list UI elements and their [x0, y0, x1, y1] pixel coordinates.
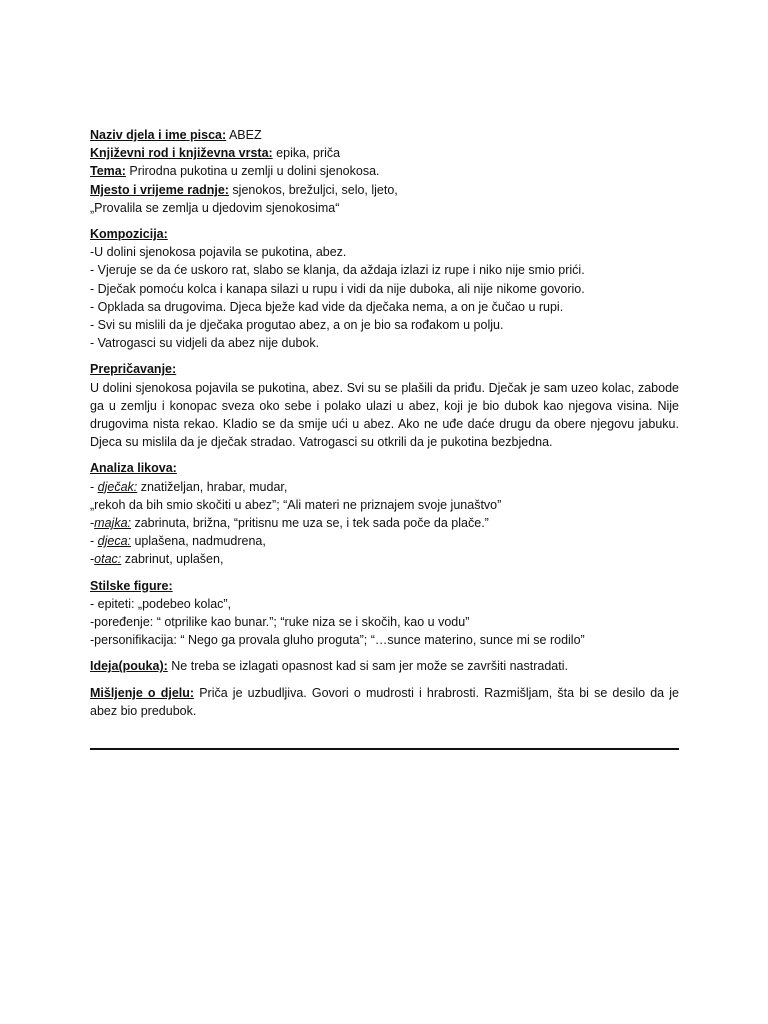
majka-text: zabrinuta, brižna, “pritisnu me uza se, i tek sada poče da plače.” — [131, 516, 489, 531]
kompozicija-item: - Vatrogasci su vidjeli da abez nije dubok. — [90, 336, 320, 351]
ideja-label: Ideja(pouka): — [90, 659, 168, 674]
otac-text: zabrinut, uplašen, — [121, 552, 224, 567]
bottom-rule — [90, 748, 679, 750]
ideja-text: Ne treba se izlagati opasnost kad si sam jer može se završiti nastradati. — [167, 659, 568, 674]
prepricavanje-paragraph: U dolini sjenokosa pojavila se pukotina, abez. Svi su se plašili da priđu. Dječak je sam uzeo kolac, zabode ga u zemlju i konopac sveza oko sebe i polako ulazi u abez, koji je bio dubok kao njegova visina. Nije drugovima nista rekao. Kladio se da smije ući u abez. Ako ne uđe daće drugu da obere njegovu jabuku. Djeca su mislila da je dječak stradao. Vatrogasci su otkrili da je pukotina bezbjedna. — [90, 380, 679, 450]
misljenje-text: Priča je uzbudljiva. Govori o mudrosti i hrabrosti. Razmišljam, šta bi se desilo da je abez bio predubok. — [90, 685, 679, 718]
analiza-djeca — [90, 532, 679, 550]
rod-label: Književni rod i književna vrsta: — [90, 146, 273, 161]
kompozicija-item: - Vjeruje se da će uskoro rat, slabo se klanja, da aždaja izlazi iz rupe i niko nije smio prići. — [90, 263, 585, 278]
quote-line: „Provalila se zemlja u djedovim sjenokosima“ — [90, 200, 340, 215]
analiza-prefix: - — [90, 534, 98, 549]
rod-line — [90, 144, 679, 162]
analiza-heading — [90, 459, 679, 477]
analiza-otac — [90, 550, 679, 568]
djeca-name: djeca: — [97, 534, 131, 549]
kompozicija-item: - Opklada sa drugovima. Djeca bježe kad vide da dječaka nema, a on je čučao u rupi. — [90, 299, 564, 314]
otac-name: otac: — [94, 552, 122, 567]
analiza-prefix: - — [90, 552, 95, 567]
djeca-text: uplašena, nadmudrena, — [131, 534, 266, 549]
stilske-item: -poređenje: “ otprilike kao bunar.”; “ruke niza se i skočih, kao u vodu” — [90, 615, 470, 630]
misljenje-paragraph — [90, 684, 679, 720]
majka-name: majka: — [94, 516, 131, 531]
stilske-label: Stilske figure: — [90, 578, 173, 593]
prepricavanje-heading — [90, 360, 679, 378]
tema-line — [90, 162, 679, 180]
tema-label: Tema: — [90, 164, 126, 179]
stilske-item: -personifikacija: “ Nego ga provala gluho proguta”; “…sunce materino, sunce mi se rodilo” — [90, 633, 585, 648]
stilske-heading — [90, 577, 679, 595]
prepricavanje-label: Prepričavanje: — [90, 362, 177, 377]
kompozicija-label: Kompozicija: — [90, 227, 168, 242]
misljenje-label: Mišljenje o djelu: — [90, 685, 195, 700]
kompozicija-heading — [90, 225, 679, 243]
title-line — [90, 126, 679, 144]
kompozicija-item: - Svi su mislili da je dječaka progutao abez, a on je bio sa rođakom u polju. — [90, 318, 504, 333]
mjesto-label: Mjesto i vrijeme radnje: — [90, 182, 229, 197]
djecak-name: dječak: — [97, 479, 138, 494]
kompozicija-item: -U dolini sjenokosa pojavila se pukotina, abez. — [90, 245, 347, 260]
analiza-prefix: - — [90, 516, 95, 531]
analiza-label: Analiza likova: — [90, 461, 177, 476]
stilske-item: - epiteti: „podebeo kolac”, — [90, 596, 232, 611]
analiza-djecak — [90, 478, 679, 496]
document-page — [90, 126, 679, 720]
mjesto-line — [90, 181, 679, 199]
rod-value: epika, priča — [272, 146, 341, 161]
djecak-text: znatiželjan, hrabar, mudar, — [137, 479, 288, 494]
analiza-prefix: - — [90, 479, 98, 494]
naziv-label: Naziv djela i ime pisca: — [90, 128, 227, 142]
kompozicija-item: - Dječak pomoću kolca i kanapa silazi u rupu i vidi da nije duboka, ali nije nikome govorio. — [90, 281, 585, 296]
tema-value: Prirodna pukotina u zemlji u dolini sjenokosa. — [125, 164, 380, 179]
analiza-majka — [90, 514, 679, 532]
mjesto-value: sjenokos, brežuljci, selo, ljeto, — [228, 182, 398, 197]
djecak-quote: „rekoh da bih smio skočiti u abez”; “Ali materi ne priznajem svoje junaštvo” — [90, 497, 502, 512]
ideja-line — [90, 657, 679, 675]
naziv-value: ABEZ — [226, 128, 262, 142]
